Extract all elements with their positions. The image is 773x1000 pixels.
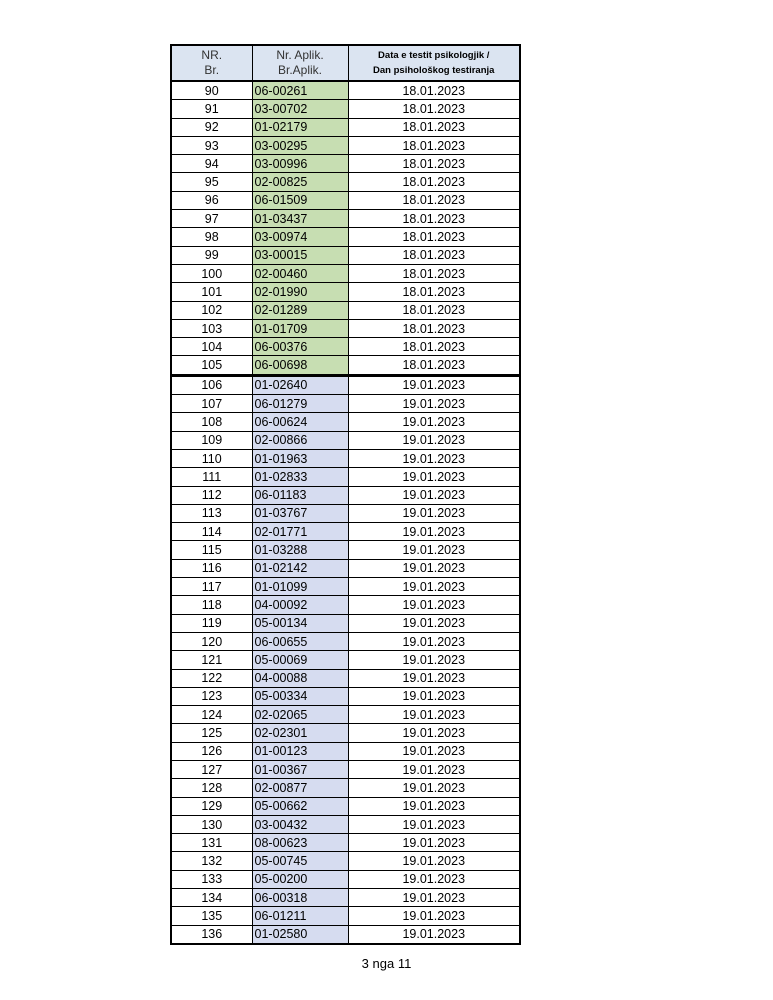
row-number-cell: 111 — [171, 468, 252, 486]
application-number-cell: 05-00134 — [252, 614, 348, 632]
row-number-cell: 119 — [171, 614, 252, 632]
row-number-cell: 110 — [171, 449, 252, 467]
test-date-cell: 19.01.2023 — [348, 651, 520, 669]
test-date-cell: 18.01.2023 — [348, 81, 520, 100]
application-number-cell: 06-00624 — [252, 413, 348, 431]
test-date-cell: 19.01.2023 — [348, 375, 520, 394]
row-number-cell: 130 — [171, 815, 252, 833]
application-number-cell: 02-00877 — [252, 779, 348, 797]
test-date-cell: 18.01.2023 — [348, 228, 520, 246]
application-number-cell: 05-00069 — [252, 651, 348, 669]
test-date-cell: 19.01.2023 — [348, 852, 520, 870]
table-row — [171, 834, 520, 852]
row-number-cell: 116 — [171, 559, 252, 577]
table-row — [171, 504, 520, 522]
test-date-cell: 19.01.2023 — [348, 669, 520, 687]
test-date-cell: 18.01.2023 — [348, 155, 520, 173]
table-row — [171, 541, 520, 559]
test-date-cell: 19.01.2023 — [348, 889, 520, 907]
table-row — [171, 797, 520, 815]
test-date-cell: 19.01.2023 — [348, 870, 520, 888]
row-number-cell: 122 — [171, 669, 252, 687]
table-row — [171, 264, 520, 282]
test-date-cell: 19.01.2023 — [348, 724, 520, 742]
application-number-cell: 03-00432 — [252, 815, 348, 833]
test-date-cell: 18.01.2023 — [348, 356, 520, 375]
application-number-cell: 06-00318 — [252, 889, 348, 907]
test-date-cell: 19.01.2023 — [348, 815, 520, 833]
row-number-cell: 124 — [171, 706, 252, 724]
test-date-cell: 18.01.2023 — [348, 301, 520, 319]
application-number-cell: 01-01099 — [252, 578, 348, 596]
application-number-cell: 01-00367 — [252, 760, 348, 778]
application-number-cell: 02-00825 — [252, 173, 348, 191]
table-row — [171, 907, 520, 925]
application-number-cell: 03-00974 — [252, 228, 348, 246]
test-date-cell: 18.01.2023 — [348, 136, 520, 154]
application-number-cell: 04-00088 — [252, 669, 348, 687]
table-row — [171, 760, 520, 778]
test-date-cell: 19.01.2023 — [348, 486, 520, 504]
table-body — [171, 81, 520, 944]
test-date-cell: 18.01.2023 — [348, 118, 520, 136]
test-date-cell: 19.01.2023 — [348, 395, 520, 413]
test-date-cell: 19.01.2023 — [348, 742, 520, 760]
test-date-cell: 19.01.2023 — [348, 797, 520, 815]
row-number-cell: 91 — [171, 100, 252, 118]
test-date-cell: 19.01.2023 — [348, 632, 520, 650]
table-row — [171, 523, 520, 541]
application-number-cell: 03-00015 — [252, 246, 348, 264]
table-row — [171, 81, 520, 100]
application-number-cell: 02-01990 — [252, 283, 348, 301]
table-row — [171, 578, 520, 596]
test-date-cell: 19.01.2023 — [348, 541, 520, 559]
row-number-cell: 101 — [171, 283, 252, 301]
table-row — [171, 486, 520, 504]
row-number-cell: 102 — [171, 301, 252, 319]
application-number-cell: 01-03437 — [252, 210, 348, 228]
application-number-cell: 06-00376 — [252, 338, 348, 356]
row-number-cell: 112 — [171, 486, 252, 504]
application-number-cell: 01-02142 — [252, 559, 348, 577]
table-row — [171, 136, 520, 154]
test-date-cell: 19.01.2023 — [348, 614, 520, 632]
header-nr: NR. Br. — [171, 45, 252, 81]
application-number-cell: 04-00092 — [252, 596, 348, 614]
row-number-cell: 129 — [171, 797, 252, 815]
test-date-cell: 18.01.2023 — [348, 173, 520, 191]
page-number: 3 nga 11 — [361, 956, 412, 971]
application-number-cell: 01-02833 — [252, 468, 348, 486]
test-date-cell: 19.01.2023 — [348, 523, 520, 541]
table-row — [171, 870, 520, 888]
table-row — [171, 559, 520, 577]
row-number-cell: 97 — [171, 210, 252, 228]
table-row — [171, 449, 520, 467]
application-number-cell: 02-00866 — [252, 431, 348, 449]
row-number-cell: 106 — [171, 375, 252, 394]
table-row — [171, 375, 520, 394]
table-row — [171, 925, 520, 944]
table-row — [171, 338, 520, 356]
table-row — [171, 632, 520, 650]
row-number-cell: 126 — [171, 742, 252, 760]
test-date-cell: 18.01.2023 — [348, 246, 520, 264]
test-date-cell: 18.01.2023 — [348, 191, 520, 209]
application-number-cell: 01-03288 — [252, 541, 348, 559]
application-number-cell: 01-02640 — [252, 375, 348, 394]
row-number-cell: 90 — [171, 81, 252, 100]
test-date-cell: 18.01.2023 — [348, 100, 520, 118]
application-number-cell: 06-00655 — [252, 632, 348, 650]
test-date-cell: 19.01.2023 — [348, 559, 520, 577]
row-number-cell: 132 — [171, 852, 252, 870]
application-number-cell: 05-00334 — [252, 687, 348, 705]
table-row — [171, 246, 520, 264]
table-row — [171, 706, 520, 724]
application-number-cell: 06-01183 — [252, 486, 348, 504]
row-number-cell: 100 — [171, 264, 252, 282]
row-number-cell: 92 — [171, 118, 252, 136]
row-number-cell: 117 — [171, 578, 252, 596]
row-number-cell: 93 — [171, 136, 252, 154]
application-number-cell: 06-00261 — [252, 81, 348, 100]
table-row — [171, 319, 520, 337]
test-date-cell: 19.01.2023 — [348, 431, 520, 449]
row-number-cell: 105 — [171, 356, 252, 375]
table-row — [171, 191, 520, 209]
application-number-cell: 08-00623 — [252, 834, 348, 852]
row-number-cell: 108 — [171, 413, 252, 431]
table-row — [171, 687, 520, 705]
row-number-cell: 133 — [171, 870, 252, 888]
application-number-cell: 02-00460 — [252, 264, 348, 282]
test-date-cell: 19.01.2023 — [348, 706, 520, 724]
row-number-cell: 123 — [171, 687, 252, 705]
test-date-cell: 19.01.2023 — [348, 925, 520, 944]
application-number-cell: 05-00662 — [252, 797, 348, 815]
test-date-cell: 19.01.2023 — [348, 834, 520, 852]
test-date-cell: 19.01.2023 — [348, 907, 520, 925]
test-date-cell: 19.01.2023 — [348, 468, 520, 486]
row-number-cell: 121 — [171, 651, 252, 669]
application-number-cell: 03-00295 — [252, 136, 348, 154]
table-row — [171, 724, 520, 742]
test-date-cell: 19.01.2023 — [348, 504, 520, 522]
application-number-cell: 06-01211 — [252, 907, 348, 925]
table-row — [171, 889, 520, 907]
application-number-cell: 06-00698 — [252, 356, 348, 375]
table-row — [171, 431, 520, 449]
table-row — [171, 614, 520, 632]
row-number-cell: 96 — [171, 191, 252, 209]
row-number-cell: 127 — [171, 760, 252, 778]
table-row — [171, 395, 520, 413]
row-number-cell: 128 — [171, 779, 252, 797]
table-row — [171, 301, 520, 319]
test-date-cell: 18.01.2023 — [348, 264, 520, 282]
test-date-cell: 18.01.2023 — [348, 319, 520, 337]
row-number-cell: 104 — [171, 338, 252, 356]
table-row — [171, 779, 520, 797]
table-row — [171, 596, 520, 614]
table-row — [171, 413, 520, 431]
application-number-cell: 02-01771 — [252, 523, 348, 541]
table-row — [171, 173, 520, 191]
test-date-cell: 19.01.2023 — [348, 760, 520, 778]
row-number-cell: 113 — [171, 504, 252, 522]
table-row — [171, 669, 520, 687]
application-number-cell: 02-02065 — [252, 706, 348, 724]
row-number-cell: 135 — [171, 907, 252, 925]
table-row — [171, 228, 520, 246]
header-application-number: Nr. Aplik. Br.Aplik. — [252, 45, 348, 81]
header-row — [171, 45, 520, 81]
table-header — [171, 45, 520, 81]
row-number-cell: 120 — [171, 632, 252, 650]
row-number-cell: 107 — [171, 395, 252, 413]
table-row — [171, 356, 520, 375]
application-number-cell: 02-01289 — [252, 301, 348, 319]
row-number-cell: 98 — [171, 228, 252, 246]
table-row — [171, 100, 520, 118]
table-row — [171, 815, 520, 833]
table-row — [171, 210, 520, 228]
test-date-cell: 19.01.2023 — [348, 596, 520, 614]
application-number-cell: 01-02580 — [252, 925, 348, 944]
application-number-cell: 05-00745 — [252, 852, 348, 870]
row-number-cell: 115 — [171, 541, 252, 559]
application-number-cell: 01-01963 — [252, 449, 348, 467]
table-row — [171, 118, 520, 136]
row-number-cell: 134 — [171, 889, 252, 907]
application-number-cell: 01-00123 — [252, 742, 348, 760]
row-number-cell: 109 — [171, 431, 252, 449]
row-number-cell: 125 — [171, 724, 252, 742]
row-number-cell: 95 — [171, 173, 252, 191]
table-row — [171, 283, 520, 301]
test-date-cell: 18.01.2023 — [348, 283, 520, 301]
test-date-cell: 19.01.2023 — [348, 779, 520, 797]
application-number-cell: 01-03767 — [252, 504, 348, 522]
test-date-cell: 18.01.2023 — [348, 338, 520, 356]
test-date-cell: 19.01.2023 — [348, 578, 520, 596]
test-date-cell: 19.01.2023 — [348, 687, 520, 705]
application-number-cell: 06-01509 — [252, 191, 348, 209]
application-number-cell: 01-01709 — [252, 319, 348, 337]
table-row — [171, 852, 520, 870]
application-number-cell: 01-02179 — [252, 118, 348, 136]
application-number-cell: 03-00702 — [252, 100, 348, 118]
row-number-cell: 114 — [171, 523, 252, 541]
application-number-cell: 06-01279 — [252, 395, 348, 413]
row-number-cell: 99 — [171, 246, 252, 264]
header-test-date: Data e testit psikologjik / Dan psihološkog testiranja — [348, 45, 520, 81]
table-row — [171, 155, 520, 173]
table-row — [171, 468, 520, 486]
row-number-cell: 118 — [171, 596, 252, 614]
application-number-cell: 05-00200 — [252, 870, 348, 888]
test-date-cell: 18.01.2023 — [348, 210, 520, 228]
schedule-table — [170, 44, 521, 945]
table-row — [171, 742, 520, 760]
row-number-cell: 136 — [171, 925, 252, 944]
application-number-cell: 02-02301 — [252, 724, 348, 742]
test-date-cell: 19.01.2023 — [348, 413, 520, 431]
table-row — [171, 651, 520, 669]
row-number-cell: 103 — [171, 319, 252, 337]
application-number-cell: 03-00996 — [252, 155, 348, 173]
row-number-cell: 131 — [171, 834, 252, 852]
test-date-cell: 19.01.2023 — [348, 449, 520, 467]
row-number-cell: 94 — [171, 155, 252, 173]
